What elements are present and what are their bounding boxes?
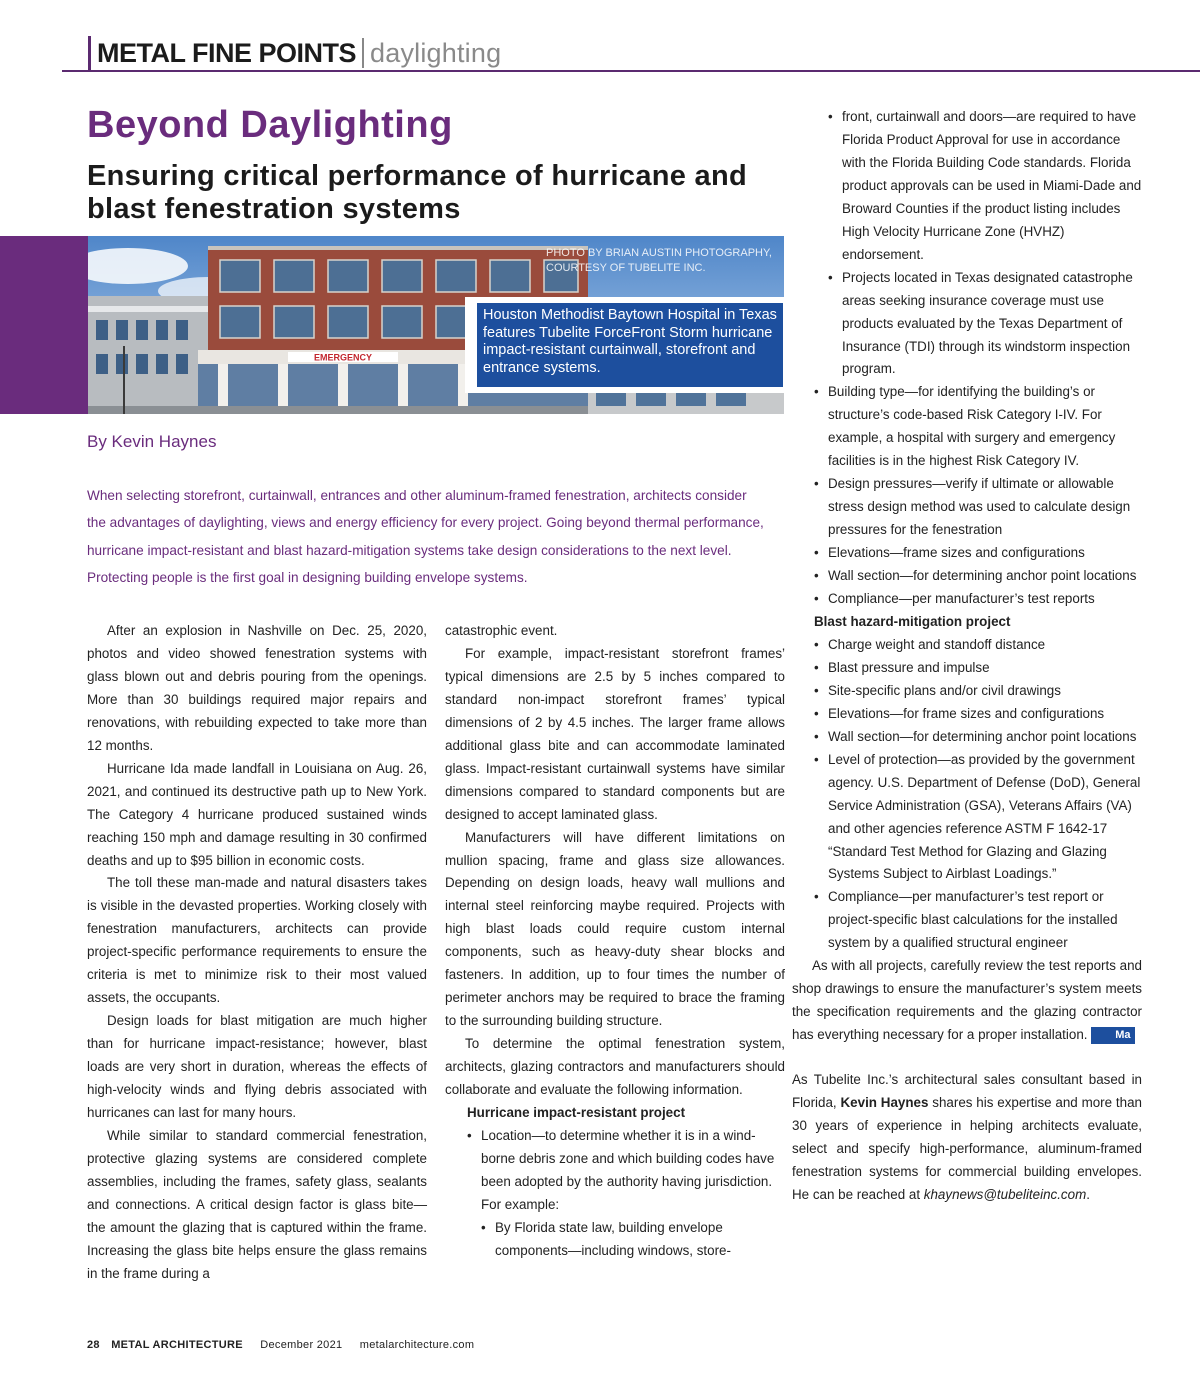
- body-paragraph: To determine the optimal fenestration system, architects, glazing contractors and manufacturers should collaborate and evaluate the following information.: [445, 1036, 785, 1098]
- body-paragraph: The toll these man-made and natural disasters takes is visible in the devasted properties. Working closely with fenestration manufacturers, architects can provide project-specific performance requirements to ensure the criteria is met to minimize risk to their most valued assets, the occupants.: [87, 875, 427, 1006]
- list-item: • Blast pressure and impulse: [814, 657, 1142, 680]
- body-paragraph: While similar to standard commercial fenestration, protective glazing systems are considered complete assemblies, including the frames, safety glass, sealants and connections. A critical design factor is glass bite—the amount the glazing that is captured within the frame. Increasing the glass bite helps ensure the glass remains in the frame during a: [87, 1127, 427, 1281]
- closing-paragraph: [792, 955, 1142, 1047]
- bio-start: As Tubelite Inc.’s architectural sales consultant based in Florida,: [792, 1072, 1142, 1111]
- body-column-1: [87, 620, 427, 1286]
- magazine-name: METAL ARCHITECTURE: [111, 1339, 243, 1351]
- blast-list: [792, 634, 1142, 955]
- bio-author-name: Kevin Haynes: [840, 1095, 929, 1111]
- author-bio: [792, 1069, 1142, 1207]
- issue-date: December 2021: [260, 1339, 343, 1351]
- hurricane-list: [445, 1125, 785, 1263]
- hurricane-list-continued: [792, 106, 1142, 381]
- list-item: • Wall section—for determining anchor point locations: [814, 726, 1142, 749]
- body-paragraph: Manufacturers will have different limitations on mullion spacing, frame and glass size allowances. Depending on design loads, heavy wall mullions and internal steel reinforcing maybe required. Projects with high blast loads could require custom internal components, such as heavy-duty shear blocks and fasteners. In addition, up to four times the number of perimeter anchors may be required to brace the framing to the surrounding building structure.: [445, 829, 785, 1029]
- bio-end: .: [1086, 1186, 1090, 1202]
- body-paragraph: For example, impact-resistant storefront frames’ typical dimensions are 2.5 by 5 inches compared to standard non-impact storefront frames’ typical dimensions of 2 by 4.5 inches. The larger frame allows additional glass bite and can accommodate laminated glass. Impact-resistant curtainwall systems have similar dimensions compared to standard components but are designed to accept laminated glass.: [445, 645, 785, 822]
- header-rule: [62, 70, 1200, 72]
- section-header: [88, 34, 501, 72]
- list-item: • Charge weight and standoff distance: [814, 634, 1142, 657]
- bio-rest: shares his expertise and more than 30 years of experience in helping architects evaluate, select and specify high-performance, aluminum-framed fenestration systems for commercial building envelopes. He can be reached at: [792, 1095, 1142, 1202]
- hurricane-list-rest: [792, 381, 1142, 611]
- list-item: • Level of protection—as provided by the government agency. U.S. Department of Defense (DoD), General Service Administration (GSA), Veterans Affairs (VA) and other agencies reference ASTM F 1642-17 “Standard Test Method for Glazing and Glazing Systems Subject to Airblast Loadings.”: [814, 749, 1142, 887]
- end-mark-logo: Ma: [1091, 1027, 1134, 1044]
- body-paragraph: Design loads for blast mitigation are much higher than for hurricane impact-resistance; however, blast loads are very short in duration, whereas the effects of high-velocity winds and flying debris associated with hurricanes can last for many hours.: [87, 1013, 427, 1121]
- article-subhead: Ensuring critical performance of hurricane and blast fenestration systems: [87, 160, 748, 225]
- emergency-sign: EMERGENCY: [313, 352, 373, 363]
- list-item: • Elevations—frame sizes and configurations: [814, 542, 1142, 565]
- body-column-3: [792, 106, 1142, 1207]
- subitem-text: front, curtainwall and doors—are required to have Florida Product Approval for use in accordance with the Florida Building Code standards. Florida product approvals can be used in Miami-Dade and Broward Counties if the product listing includes High Velocity Hurricane Zone (HVHZ) endorsement.: [842, 109, 1142, 262]
- lede-paragraph: When selecting storefront, curtainwall, entrances and other aluminum-framed fenestration, architects consider the advantages of daylighting, views and energy efficiency for every project. Going beyond thermal performance, hurricane impact-resistant and blast hazard-mitigation systems take design considerations to the next level. Protecting people is the first goal in designing building envelope systems.: [87, 488, 764, 585]
- left-color-stripe: [0, 236, 88, 414]
- hurricane-section-heading: Hurricane impact-resistant project: [467, 1105, 686, 1121]
- list-item: • Building type—for identifying the building’s or structure’s code-based Risk Category I-IV. For example, a hospital with surgery and emergency facilities is in the highest Risk Category IV.: [814, 381, 1142, 473]
- blast-section-heading: Blast hazard-mitigation project: [814, 613, 1011, 629]
- website-link[interactable]: metalarchitecture.com: [359, 1339, 475, 1351]
- closing-text: As with all projects, carefully review the test reports and shop drawings to ensure the manufacturer’s system meets the specification requirements and the glazing contractor has everything necessary for a proper installation.: [792, 958, 1142, 1043]
- body-paragraph: After an explosion in Nashville on Dec. 25, 2020, photos and video showed fenestration systems with glass blown out and debris pouring from the openings. More than 30 buildings required major repairs and renovations, with rebuilding expected to take more than 12 months.: [87, 623, 427, 753]
- list-subitem: • Projects located in Texas designated catastrophe areas seeking insurance coverage must use products evaluated by the Texas Department of Insurance (TDI) through its windstorm inspection program.: [792, 267, 1142, 382]
- section-title: METAL FINE POINTS: [97, 37, 357, 68]
- body-paragraph-continued: catastrophic event.: [445, 623, 558, 638]
- photo-caption: Houston Methodist Baytown Hospital in Texas features Tubelite ForceFront Storm hurricane impact-resistant curtainwall, storefront and entrance systems.: [477, 303, 783, 387]
- page-footer: [87, 1339, 488, 1351]
- list-subitem: • By Florida state law, building envelope components—including windows, store-: [467, 1217, 785, 1263]
- article-headline: Beyond Daylighting: [87, 104, 453, 146]
- list-item: • Wall section—for determining anchor point locations: [814, 565, 1142, 588]
- body-column-2: [445, 620, 785, 1263]
- list-item: • Location—to determine whether it is in a wind-borne debris zone and which building codes have been adopted by the authority having jurisdiction. For example:: [467, 1125, 785, 1217]
- list-subitem-continued: [792, 106, 1142, 267]
- byline: By Kevin Haynes: [87, 432, 217, 451]
- page-number: 28: [87, 1339, 100, 1351]
- body-paragraph: Hurricane Ida made landfall in Louisiana on Aug. 26, 2021, and continued its destructive path up to New York. The Category 4 hurricane produced sustained winds reaching 150 mph and damage resulting in 30 confirmed deaths and up to $95 billion in economic costs.: [87, 760, 427, 868]
- section-subtitle: daylighting: [370, 37, 502, 68]
- list-item: • Elevations—for frame sizes and configurations: [814, 703, 1142, 726]
- list-item: • Design pressures—verify if ultimate or allowable stress design method was used to calculate design pressures for the fenestration: [814, 473, 1142, 542]
- list-item: • Site-specific plans and/or civil drawings: [814, 680, 1142, 703]
- list-item: • Compliance—per manufacturer’s test reports: [814, 588, 1142, 611]
- list-item: • Compliance—per manufacturer’s test report or project-specific blast calculations for the installed system by a qualified structural engineer: [814, 886, 1142, 955]
- photo-credit: PHOTO BY BRIAN AUSTIN PHOTOGRAPHY, COURTESY OF TUBELITE INC.: [546, 247, 772, 274]
- author-email-link[interactable]: khaynews@tubeliteinc.com: [923, 1186, 1087, 1202]
